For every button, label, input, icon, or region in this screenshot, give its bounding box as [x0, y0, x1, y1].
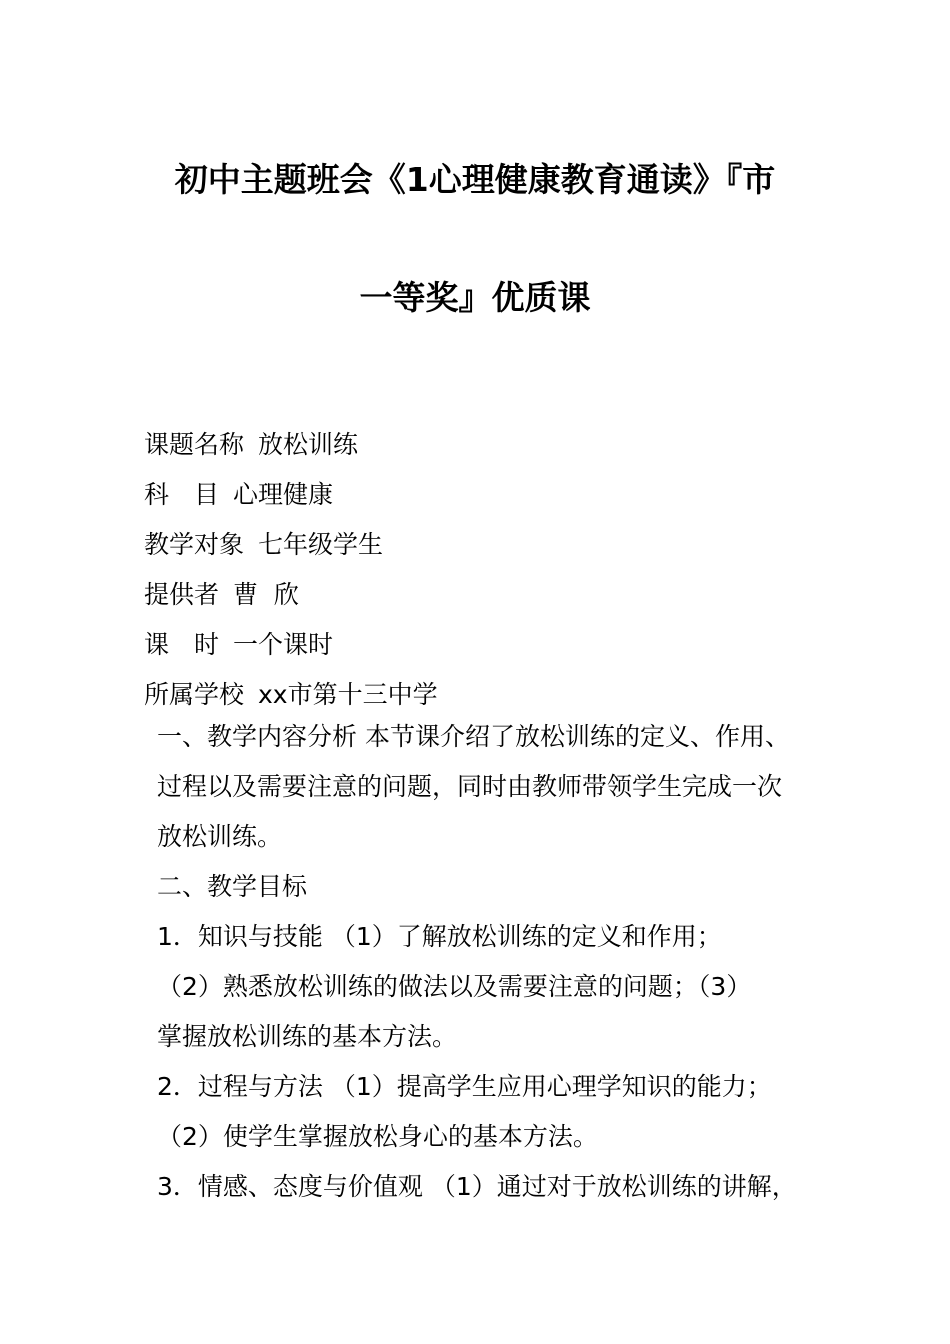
info-value: 七年级学生 [258, 530, 384, 559]
info-row-audience [144, 520, 438, 570]
body-line: 3．情感、态度与价值观 （1）通过对于放松训练的讲解， [157, 1172, 797, 1201]
info-label: 课 时 [144, 630, 220, 659]
document-title-line-2: 一等奖』优质课 [359, 278, 591, 317]
info-row-topic [144, 420, 438, 470]
info-row-provider [144, 570, 438, 620]
info-label: 科 目 [144, 480, 220, 509]
info-value: 心理健康 [233, 480, 334, 509]
document-title-line-1: 初中主题班会《1心理健康教育通读》『市 [174, 160, 776, 199]
body-line: 2．过程与方法 （1）提高学生应用心理学知识的能力； [157, 1072, 772, 1101]
info-value: 放松训练 [258, 430, 359, 459]
body-line: 过程以及需要注意的问题，同时由教师带领学生完成一次 [157, 772, 783, 801]
body-line: 掌握放松训练的基本方法。 [157, 1022, 458, 1051]
body-line: （2）使学生掌握放松身心的基本方法。 [157, 1122, 598, 1151]
info-value: 曹 欣 [233, 580, 299, 609]
info-row-subject [144, 470, 438, 520]
body-line: 一、教学内容分析 本节课介绍了放松训练的定义、作用、 [157, 722, 790, 751]
section-heading: 二、教学目标 [157, 872, 308, 901]
info-label: 课题名称 [144, 430, 245, 459]
body-line: 1．知识与技能 （1）了解放松训练的定义和作用； [157, 922, 722, 951]
body-line: （2）熟悉放松训练的做法以及需要注意的问题；（3） [157, 972, 752, 1001]
info-value: 一个课时 [233, 630, 334, 659]
lesson-info-block [144, 420, 438, 720]
info-label: 提供者 [144, 580, 220, 609]
info-row-duration [144, 620, 438, 670]
body-line: 放松训练。 [157, 822, 283, 851]
info-value: xx市第十三中学 [258, 680, 438, 709]
info-label: 教学对象 [144, 530, 245, 559]
lesson-body-text [157, 712, 837, 1212]
info-label: 所属学校 [144, 680, 245, 709]
